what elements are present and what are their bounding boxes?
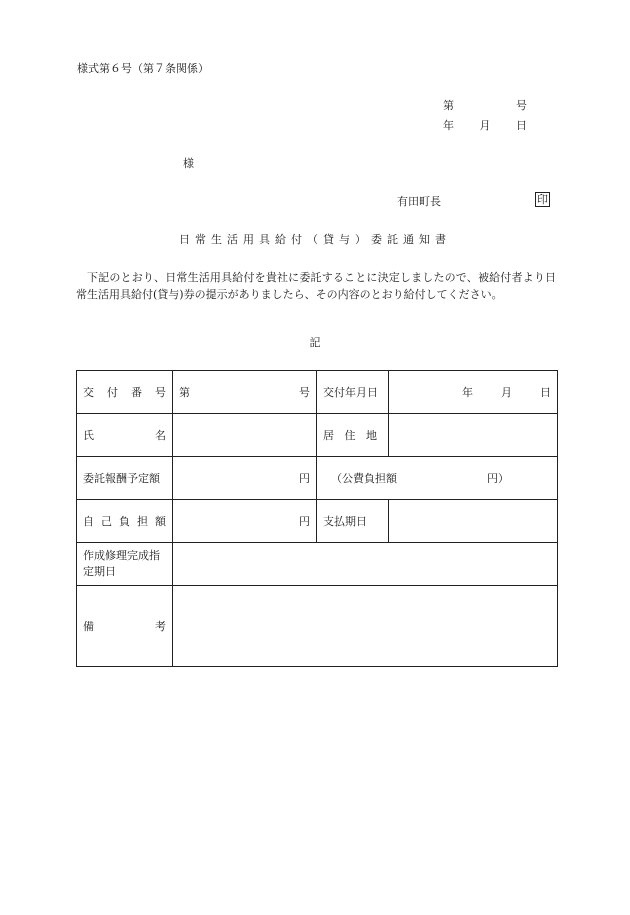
name-label xyxy=(77,414,173,457)
address-label xyxy=(317,414,389,457)
label-char: 付 xyxy=(107,386,118,399)
table-row xyxy=(77,371,558,414)
public-burden-label: （公費負担額 xyxy=(331,472,397,485)
repair-completion-label: 作成修理完成指定期日 xyxy=(77,543,173,586)
delivery-date-value xyxy=(389,371,558,414)
date-month: 月 xyxy=(479,119,491,132)
form-number: 様式第６号（第７条関係） xyxy=(77,62,209,75)
detail-table xyxy=(76,370,558,667)
table-row xyxy=(77,414,558,457)
remarks-value xyxy=(173,586,558,667)
label-char: 名 xyxy=(155,429,166,442)
spread-label xyxy=(83,384,166,400)
self-burden-label xyxy=(77,500,173,543)
label-char: 番 xyxy=(131,386,142,399)
date-year: 年 xyxy=(443,119,454,132)
document-date xyxy=(443,118,527,133)
repair-completion-value xyxy=(173,543,558,586)
day-label: 日 xyxy=(540,386,551,399)
spread-label xyxy=(323,427,377,443)
spread-label xyxy=(83,513,166,529)
label-char: 担 xyxy=(137,515,148,528)
label-char: 住 xyxy=(344,429,356,442)
addressee-suffix: 様 xyxy=(183,157,194,170)
public-burden-yen: 円） xyxy=(487,472,509,485)
table-row xyxy=(77,457,558,500)
month-label: 月 xyxy=(501,386,512,399)
label-char: 自 xyxy=(83,515,94,528)
number-prefix: 第 xyxy=(179,386,190,399)
delivery-date-label: 交付年月日 xyxy=(317,371,389,414)
issuer: 有田町長 xyxy=(397,195,441,208)
doc-number-suffix: 号 xyxy=(516,99,527,112)
label-char: 己 xyxy=(101,515,112,528)
yen-unit: 円 xyxy=(299,515,310,528)
spread-label xyxy=(83,618,166,634)
delivery-number-label xyxy=(77,371,173,414)
body-text: 下記のとおり、日常生活用具給付を貴社に委託することに決定しましたので、被給付者より日常生活用具給付(貸与)券の提示がありましたら、その内容のとおり給付してください。 xyxy=(76,271,556,302)
fee-value xyxy=(173,457,317,500)
label-char: 氏 xyxy=(83,429,94,442)
label-char: 額 xyxy=(155,515,166,528)
seal-mark: 印 xyxy=(537,193,548,206)
address-value xyxy=(389,414,558,457)
public-burden-cell xyxy=(317,457,558,500)
label-char: 居 xyxy=(323,429,334,442)
year-label: 年 xyxy=(462,386,473,399)
label-char: 考 xyxy=(155,620,166,633)
document-title: 日常生活用具給付（貸与）委託通知書 xyxy=(179,233,451,246)
date-day: 日 xyxy=(516,119,527,132)
number-suffix: 号 xyxy=(299,386,310,399)
label-char: 地 xyxy=(366,429,377,442)
doc-number-prefix: 第 xyxy=(443,99,454,112)
table-row xyxy=(77,586,558,667)
self-burden-value xyxy=(173,500,317,543)
table-row xyxy=(77,500,558,543)
name-value xyxy=(173,414,317,457)
label-char: 号 xyxy=(155,386,166,399)
remarks-label xyxy=(77,586,173,667)
label-char: 交 xyxy=(83,386,94,399)
spread-label xyxy=(83,427,166,443)
yen-unit: 円 xyxy=(299,472,310,485)
label-char: 備 xyxy=(83,620,94,633)
document-number xyxy=(443,98,527,113)
ki-heading: 記 xyxy=(309,336,321,349)
table-row xyxy=(77,543,558,586)
payment-due-label: 支払期日 xyxy=(317,500,389,543)
label-char: 負 xyxy=(119,515,130,528)
delivery-number-value xyxy=(173,371,317,414)
fee-label: 委託報酬予定額 xyxy=(77,457,173,500)
payment-due-value xyxy=(389,500,558,543)
